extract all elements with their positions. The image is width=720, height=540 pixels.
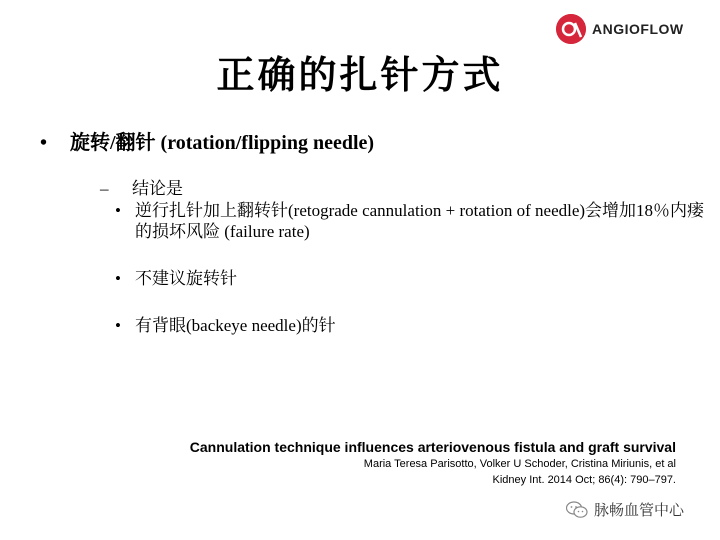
- main-bullet-text: 旋转/翻针 (rotation/flipping needle): [70, 132, 375, 154]
- bullet-dot: •: [115, 269, 121, 288]
- citation-title: Cannulation technique influences arteriovenous fistula and graft survival: [189, 439, 676, 455]
- list-item: [115, 200, 705, 242]
- bullet-dot: •: [40, 132, 48, 154]
- sub-heading-text: 结论是: [132, 179, 183, 198]
- conclusion-list: [115, 200, 705, 362]
- list-item-text: 有背眼(backeye needle)的针: [135, 316, 336, 335]
- brand-logo: [556, 14, 684, 44]
- angioflow-logo-icon: [556, 14, 586, 44]
- citation-authors: Maria Teresa Parisotto, Volker U Schoder, Cristina Miriunis, et al: [363, 458, 676, 470]
- list-item-text: 不建议旋转针: [135, 269, 237, 288]
- wechat-icon: [566, 501, 588, 519]
- list-item-text: 逆行扎针加上翻转针(retograde cannulation + rotation of needle)会增加18％内瘘的损坏风险 (failure rate): [135, 201, 705, 241]
- list-item: [115, 268, 705, 289]
- watermark: [566, 499, 684, 520]
- slide-title: 正确的扎针方式: [216, 55, 504, 97]
- citation-journal: Kidney Int. 2014 Oct; 86(4): 790–797.: [492, 474, 676, 486]
- bullet-dot: •: [115, 201, 121, 220]
- list-item: [115, 315, 705, 336]
- dash-marker: –: [100, 179, 109, 198]
- sub-heading: [100, 174, 183, 199]
- brand-name: ANGIOFLOW: [592, 21, 684, 37]
- main-bullet: [40, 126, 374, 155]
- watermark-text: 脉畅血管中心: [594, 501, 685, 519]
- citation-block: [190, 438, 676, 488]
- bullet-dot: •: [115, 316, 121, 335]
